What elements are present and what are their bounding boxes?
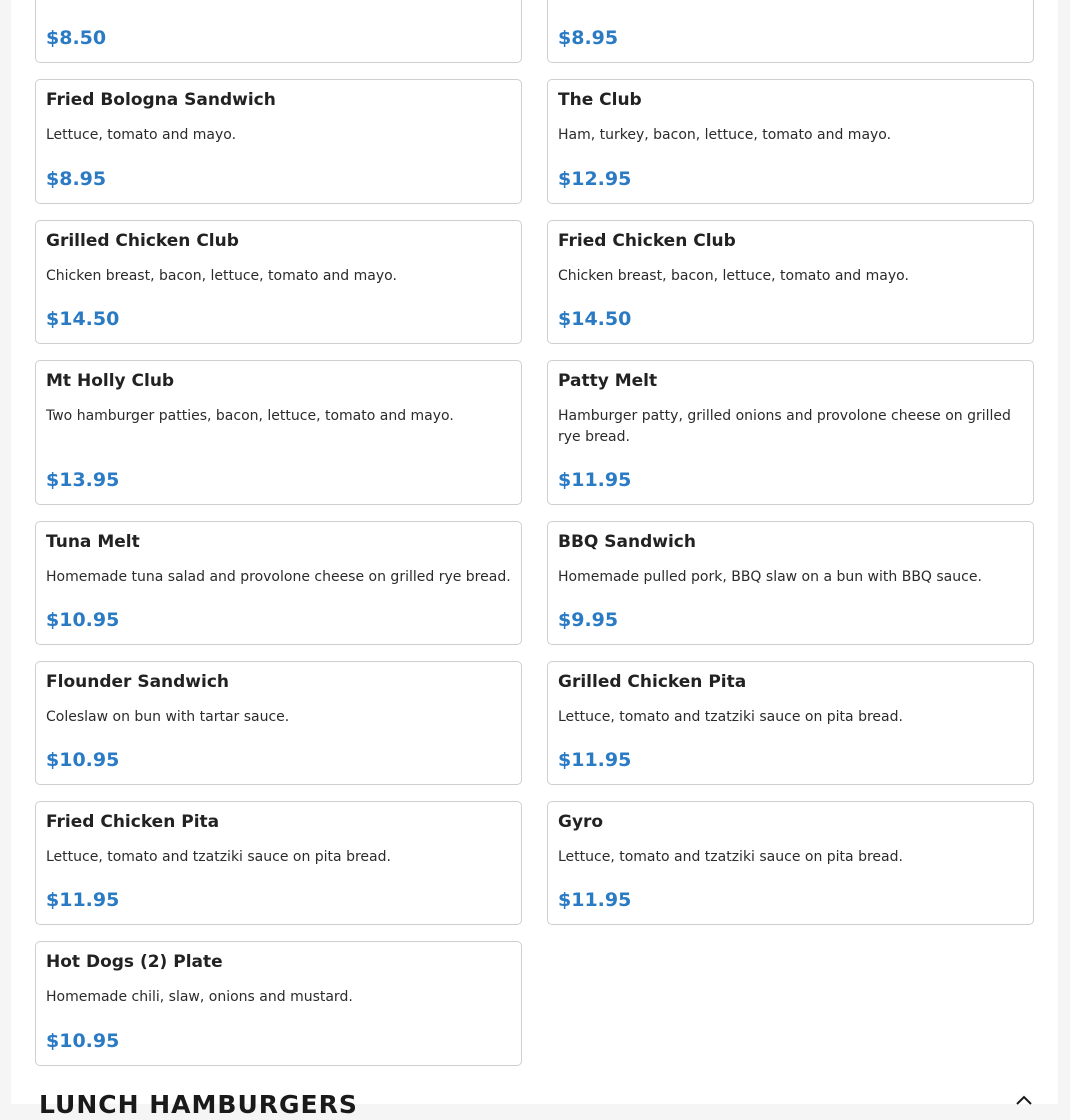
menu-item-price: $11.95 bbox=[46, 889, 120, 911]
menu-item-card[interactable] bbox=[35, 661, 522, 785]
menu-item-card[interactable] bbox=[547, 79, 1034, 204]
menu-item-description: Lettuce, tomato and mayo. bbox=[46, 127, 237, 143]
menu-item-card[interactable] bbox=[547, 661, 1034, 785]
menu-item-name: BBQ Sandwich bbox=[558, 532, 696, 552]
menu-item-description: Chicken breast, bacon, lettuce, tomato and mayo. bbox=[558, 268, 909, 284]
menu-item-description: Lettuce, tomato and tzatziki sauce on pita bread. bbox=[46, 849, 391, 865]
menu-item-description: Homemade pulled pork, BBQ slaw on a bun with BBQ sauce. bbox=[558, 569, 982, 585]
menu-item-card[interactable] bbox=[547, 0, 1034, 63]
menu-item-description: Hamburger patty, grilled onions and provolone cheese on grilled rye bread. bbox=[558, 408, 1011, 445]
menu-item-description: Lettuce, tomato and tzatziki sauce on pita bread. bbox=[558, 849, 903, 865]
menu-item-description: Chicken breast, bacon, lettuce, tomato and mayo. bbox=[46, 268, 397, 284]
menu-item-card[interactable] bbox=[35, 941, 522, 1066]
menu-item-card[interactable] bbox=[547, 801, 1034, 925]
menu-item-price: $9.95 bbox=[558, 609, 619, 631]
menu-item-name: Patty Melt bbox=[558, 371, 658, 391]
menu-item-name: Fried Bologna Sandwich bbox=[46, 90, 276, 110]
menu-item-description: Homemade tuna salad and provolone cheese on grilled rye bread. bbox=[46, 569, 511, 585]
menu-item-description: Homemade chili, slaw, onions and mustard. bbox=[46, 989, 353, 1005]
menu-item-name: Gyro bbox=[558, 812, 604, 832]
menu-item-price: $12.95 bbox=[558, 168, 632, 190]
menu-item-name: Fried Chicken Club bbox=[558, 231, 736, 251]
menu-item-price: $10.95 bbox=[46, 749, 120, 771]
menu-item-card[interactable] bbox=[35, 220, 522, 344]
menu-item-description: Coleslaw on bun with tartar sauce. bbox=[46, 709, 290, 725]
menu-item-price: $11.95 bbox=[558, 469, 632, 491]
menu-item-card[interactable] bbox=[35, 79, 522, 204]
menu-item-name: Fried Chicken Pita bbox=[46, 812, 220, 832]
menu-item-card[interactable] bbox=[547, 360, 1034, 505]
menu-item-card[interactable] bbox=[35, 801, 522, 925]
menu-page bbox=[11, 0, 1058, 1119]
menu-item-name: Tuna Melt bbox=[46, 532, 140, 552]
menu-item-price: $13.95 bbox=[46, 469, 120, 491]
menu-item-price: $11.95 bbox=[558, 889, 632, 911]
menu-item-price: $10.95 bbox=[46, 1030, 120, 1052]
menu-item-card[interactable] bbox=[547, 521, 1034, 645]
menu-item-card[interactable] bbox=[35, 521, 522, 645]
chevron-up-icon[interactable] bbox=[1015, 1093, 1033, 1107]
menu-item-name: Grilled Chicken Club bbox=[46, 231, 239, 251]
menu-item-price: $10.95 bbox=[46, 609, 120, 631]
section-title-lunch-hamburgers[interactable]: LUNCH HAMBURGERS bbox=[39, 1090, 358, 1119]
menu-item-price: $14.50 bbox=[558, 308, 632, 330]
menu-item-description: Two hamburger patties, bacon, lettuce, tomato and mayo. bbox=[46, 408, 454, 424]
menu-item-name: Mt Holly Club bbox=[46, 371, 175, 391]
menu-item-description: Ham, turkey, bacon, lettuce, tomato and mayo. bbox=[558, 127, 892, 143]
menu-item-card[interactable] bbox=[547, 220, 1034, 344]
menu-item-card[interactable] bbox=[35, 360, 522, 505]
menu-item-name: The Club bbox=[558, 90, 642, 110]
menu-item-name: Hot Dogs (2) Plate bbox=[46, 952, 223, 972]
menu-item-price: $14.50 bbox=[46, 308, 120, 330]
menu-item-name: Grilled Chicken Pita bbox=[558, 672, 747, 692]
menu-item-description: Lettuce, tomato and tzatziki sauce on pita bread. bbox=[558, 709, 903, 725]
menu-item-price: $11.95 bbox=[558, 749, 632, 771]
menu-item-price: $8.50 bbox=[46, 27, 107, 49]
menu-item-card[interactable] bbox=[35, 0, 522, 63]
menu-item-price: $8.95 bbox=[46, 168, 107, 190]
menu-item-name: Flounder Sandwich bbox=[46, 672, 230, 692]
menu-item-price: $8.95 bbox=[558, 27, 619, 49]
